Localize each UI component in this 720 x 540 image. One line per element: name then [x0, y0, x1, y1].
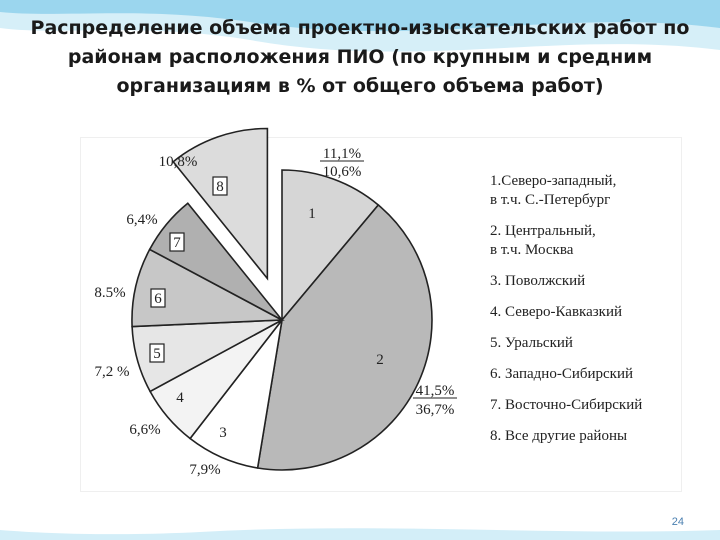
slice-percent-label: 11,1%	[322, 146, 362, 162]
slice-number-label: 4	[176, 390, 184, 406]
slice-percent-label: 6,6%	[129, 422, 161, 438]
slice-percent-label: 10,6%	[322, 164, 362, 180]
slice-number-label: 5	[153, 346, 161, 362]
legend-item: 3. Поволжский	[490, 273, 586, 289]
slice-number-label: 8	[216, 179, 224, 195]
title-line: районам расположения ПИО (по крупным и средним	[67, 46, 653, 68]
page-number: 24	[671, 516, 684, 528]
title-line: Распределение объема проектно-изыскательских работ по	[30, 17, 690, 39]
legend-item: в т.ч. Москва	[490, 242, 574, 258]
legend-item: в т.ч. С.-Петербург	[490, 192, 611, 208]
slice-percent-label: 41,5%	[415, 383, 455, 399]
slice-percent-label: 7,2 %	[94, 364, 130, 380]
slice-number-label: 6	[154, 291, 162, 307]
bottom-wave-decoration	[0, 500, 720, 540]
slice-number-label: 7	[173, 235, 181, 251]
legend-item: 5. Уральский	[490, 335, 573, 351]
slice-number-label: 2	[376, 352, 384, 368]
legend-item: 4. Северо-Кавказкий	[490, 304, 623, 320]
legend-item: 2. Центральный,	[490, 223, 596, 239]
slice-percent-label: 7,9%	[189, 462, 221, 478]
legend-item: 8. Все другие районы	[490, 428, 628, 444]
slice-percent-label: 6,4%	[126, 212, 158, 228]
title-line: организациям в % от общего объема работ)	[116, 75, 604, 97]
legend-item: 1.Северо-западный,	[490, 173, 617, 189]
legend-item: 7. Восточно-Сибирский	[490, 397, 643, 413]
slice-percent-label: 8.5%	[94, 285, 126, 301]
slice-percent-label: 10,8%	[158, 154, 198, 170]
slice-number-label: 3	[219, 425, 227, 441]
slice-number-label: 1	[308, 206, 316, 222]
chart-legend	[490, 172, 690, 446]
slice-percent-label: 36,7%	[415, 402, 455, 418]
legend-item: 6. Западно-Сибирский	[490, 366, 634, 382]
